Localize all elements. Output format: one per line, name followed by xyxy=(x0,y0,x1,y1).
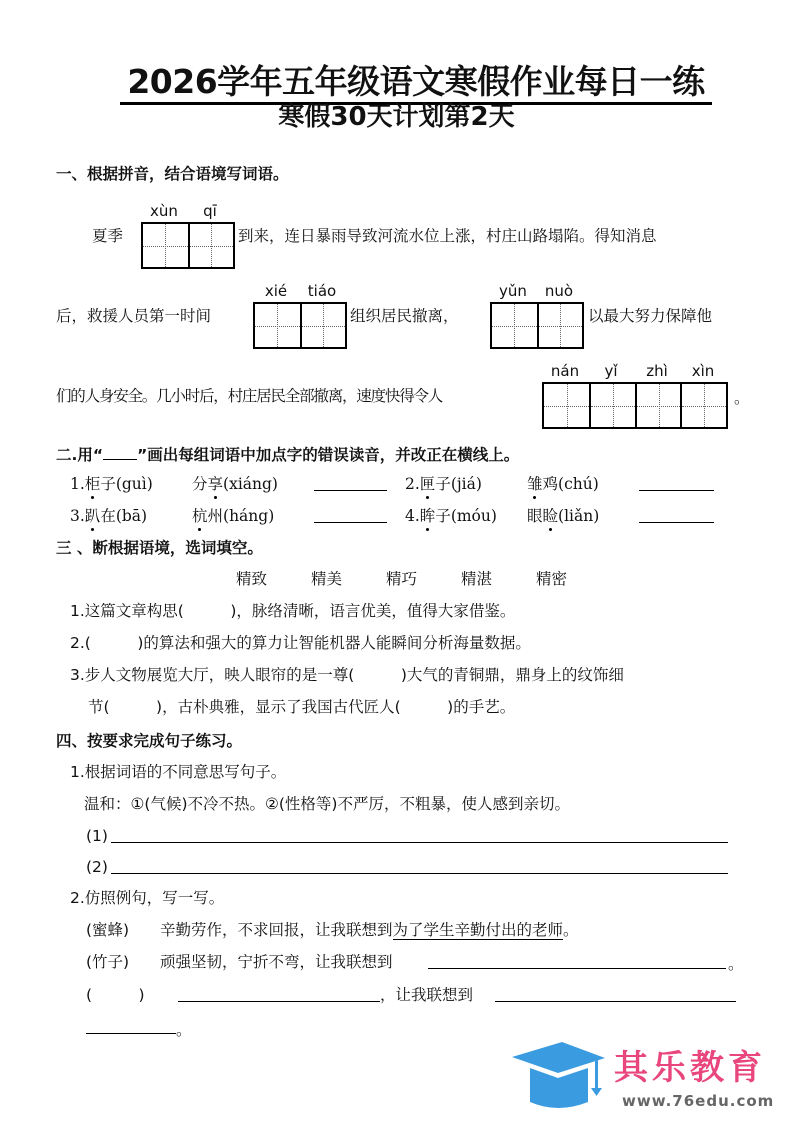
dotted-char: 趴 xyxy=(84,507,101,525)
char-grid-xunqi[interactable] xyxy=(141,222,235,269)
pinyin-label: xùn xyxy=(150,202,178,220)
pinyin-label: xié xyxy=(264,282,288,300)
s2-item-4 xyxy=(405,506,497,526)
answer-blank[interactable] xyxy=(639,522,714,523)
choice-word: 精湛 xyxy=(461,570,493,588)
example-underlined: 为了学生辛勤付出的老师 xyxy=(392,921,564,939)
bamboo-end: 。 xyxy=(728,955,744,973)
logo-name: 其乐教育 xyxy=(614,1048,766,1088)
s2-item-2b xyxy=(527,474,599,494)
s4-q2: 2.仿照例句，写一写。 xyxy=(70,889,225,907)
s1-line1-pre: 夏季 xyxy=(92,227,124,245)
char-cell[interactable] xyxy=(255,304,300,347)
item-number: 2. xyxy=(405,475,420,493)
item-number: 1. xyxy=(70,475,85,493)
word-reading: 州(háng) xyxy=(207,507,275,525)
bamboo-text: 顽强坚韧，宁折不弯，让我联想到 xyxy=(160,953,393,971)
s4-q1-label-1: (1) xyxy=(86,827,108,845)
s1-line2-post: 以最大努力保障他 xyxy=(588,307,713,325)
section4-heading: 四、按要求完成句子练习。 xyxy=(56,732,243,750)
pinyin-label: tiáo xyxy=(307,282,337,300)
page-subtitle: 寒假30天计划第2天 xyxy=(278,102,515,132)
s1-line3-pre: 们的人身安全。几小时后，村庄居民全部撤离，速度快得令人 xyxy=(56,387,443,405)
s2-item-1 xyxy=(70,474,153,494)
char-cell[interactable] xyxy=(589,384,635,427)
custom-end: 。 xyxy=(176,1021,192,1039)
example-text: 辛勤劳作，不求回报，让我联想到 xyxy=(160,921,393,939)
answer-line[interactable] xyxy=(495,1001,736,1002)
answer-line[interactable] xyxy=(111,873,728,874)
answer-line[interactable] xyxy=(178,1001,380,1002)
char-cell[interactable] xyxy=(143,224,188,267)
answer-blank[interactable] xyxy=(314,522,387,523)
s1-line1-post: 到来，连日暴雨导致河流水位上涨，村庄山路塌陷。得知消息 xyxy=(238,227,657,245)
heading-part: ”画出每组词语中加点字的错误读音，并改正在横线上。 xyxy=(137,446,520,464)
item-number: 4. xyxy=(405,507,420,525)
word-part: 眼 xyxy=(527,507,543,525)
pinyin-label: yǔn xyxy=(499,282,527,300)
pinyin-label: xìn xyxy=(691,362,715,380)
pinyin-label: qī xyxy=(203,202,217,220)
custom-label: ( ) xyxy=(86,986,145,1004)
dotted-char: 睑 xyxy=(542,507,559,525)
logo-url: www.76edu.com xyxy=(622,1092,775,1110)
char-cell[interactable] xyxy=(544,384,589,427)
choice-word: 精致 xyxy=(236,570,268,588)
dotted-char: 眸 xyxy=(419,507,436,525)
heading-part: 二.用“ xyxy=(56,446,104,464)
s2-item-2 xyxy=(405,474,482,494)
answer-line[interactable] xyxy=(428,968,726,969)
choice-word: 精密 xyxy=(536,570,568,588)
s4-q1-definition: 温和：①(气候)不冷不热。②(性格等)不严厉，不粗暴，使人感到亲切。 xyxy=(84,795,570,813)
example-label: (蜜蜂) xyxy=(86,921,130,939)
dotted-char: 匣 xyxy=(419,475,436,493)
s2-item-1b xyxy=(192,474,278,494)
s1-line2-pre: 后，救援人员第一时间 xyxy=(56,307,212,325)
char-cell[interactable] xyxy=(680,384,726,427)
word-reading: 在(bā) xyxy=(100,507,148,525)
char-grid-nanyizhixin[interactable] xyxy=(542,382,728,429)
section2-heading xyxy=(56,443,519,465)
char-cell[interactable] xyxy=(635,384,681,427)
answer-line[interactable] xyxy=(111,842,728,843)
s1-line3-post: 。 xyxy=(734,389,750,407)
s2-item-3b xyxy=(192,506,274,526)
dotted-char: 享 xyxy=(207,475,224,493)
choice-word: 精美 xyxy=(311,570,343,588)
item-number: 3. xyxy=(70,507,85,525)
pinyin-label: nán xyxy=(550,362,580,380)
char-cell[interactable] xyxy=(537,304,582,347)
s3-question-1: 1.这篇文章构思( )，脉络清晰，语言优美，值得大家借鉴。 xyxy=(70,602,516,620)
char-cell[interactable] xyxy=(188,224,233,267)
s4-q1: 1.根据词语的不同意思写句子。 xyxy=(70,763,287,781)
s3-question-3b: 节( )，古朴典雅，显示了我国古代匠人( )的手艺。 xyxy=(88,698,516,716)
char-cell[interactable] xyxy=(492,304,537,347)
example-end: 。 xyxy=(563,921,579,939)
s3-question-3a: 3.步人文物展览大厅，映人眼帘的是一尊( )大气的青铜鼎，鼎身上的纹饰细 xyxy=(70,666,624,684)
answer-blank[interactable] xyxy=(314,490,387,491)
choice-word: 精巧 xyxy=(386,570,418,588)
word-reading: 子(guì) xyxy=(100,475,153,493)
char-grid-xietiao[interactable] xyxy=(253,302,347,349)
word-part: 分 xyxy=(192,475,208,493)
word-reading: 鸡(chú) xyxy=(542,475,599,493)
page-title: 2026学年五年级语文寒假作业每日一练 xyxy=(120,62,712,105)
underline-sample xyxy=(103,443,137,460)
graduation-cap-icon xyxy=(510,1040,605,1112)
example-sentence xyxy=(160,920,579,940)
char-grid-yunnuo[interactable] xyxy=(490,302,584,349)
word-reading: 子(móu) xyxy=(435,507,497,525)
custom-mid: ，让我联想到 xyxy=(380,986,474,1004)
word-reading: (xiáng) xyxy=(223,475,278,493)
word-reading: 子(jiá) xyxy=(435,475,482,493)
section3-heading: 三 、断根据语境，选词填空。 xyxy=(56,539,263,557)
bamboo-label: (竹子) xyxy=(86,953,130,971)
s2-item-3 xyxy=(70,506,147,526)
s2-item-4b xyxy=(527,506,599,526)
dotted-char: 雏 xyxy=(527,475,543,493)
s1-line2-mid: 组织居民撤离， xyxy=(350,307,459,325)
char-cell[interactable] xyxy=(300,304,345,347)
dotted-char: 杭 xyxy=(192,507,208,525)
section1-heading: 一、根据拼音，结合语境写词语。 xyxy=(56,165,289,183)
pinyin-label: nuò xyxy=(544,282,574,300)
pinyin-label: yǐ xyxy=(604,362,618,380)
word-reading: (liǎn) xyxy=(558,507,600,525)
answer-blank[interactable] xyxy=(639,490,714,491)
pinyin-label: zhì xyxy=(646,362,668,380)
logo xyxy=(510,1040,780,1115)
dotted-char: 柜 xyxy=(84,475,101,493)
s3-question-2: 2.( )的算法和强大的算力让智能机器人能瞬间分析海量数据。 xyxy=(70,634,531,652)
s4-q1-label-2: (2) xyxy=(86,858,108,876)
answer-line[interactable] xyxy=(86,1033,176,1034)
